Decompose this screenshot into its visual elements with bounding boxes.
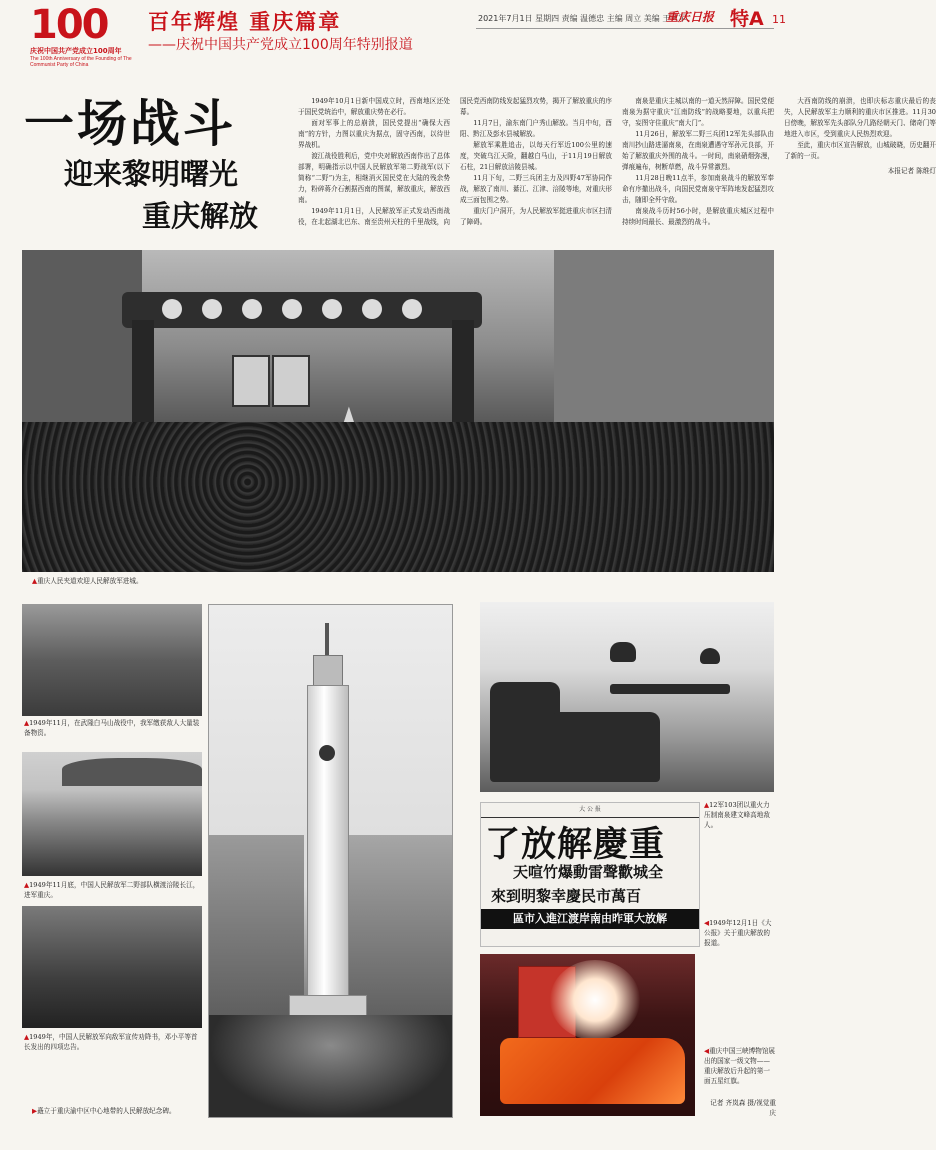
special-report-subtitle: ——庆祝中国共产党成立100周年特别报道	[148, 37, 413, 53]
photo-arch-disc	[282, 299, 302, 319]
photo-arch-disc	[362, 299, 382, 319]
monument-top	[313, 655, 343, 689]
issue-meta: 2021年7月1日 星期四 责编 温德忠 主编 周立 美编 王艺军	[478, 14, 687, 23]
logo-cn-text: 庆祝中国共产党成立100周年	[30, 47, 122, 55]
photo-crowd-masses	[22, 422, 774, 572]
photo-arch-disc	[402, 299, 422, 319]
machine-gun-photo-caption: ▲12军103团以重火力压制南泉建文峰高地敌人。	[704, 801, 770, 829]
article-paragraph: 至此，重庆市区宣告解放，山城破晓，历史翻开了新的一页。	[784, 141, 936, 160]
photo-soldier-far	[700, 648, 720, 664]
photo-soldier	[550, 712, 660, 782]
crowd-photo-caption: ▲重庆人民夹道欢迎人民解放军进城。	[32, 577, 143, 585]
caption-triangle-icon: ▲	[24, 1033, 30, 1041]
caption-triangle-icon: ▲	[704, 801, 710, 809]
article-paragraph: 11月下旬，二野三兵团主力及四野47军协同作战，解放了南川、綦江、江津、涪陵等地，对重庆形成三面包围之势。	[460, 174, 612, 204]
river-photo-caption: ▲1949年11月底，中国人民解放军二野部队横渡涪陵长江，进军重庆。	[24, 881, 200, 899]
photo-arch-disc	[202, 299, 222, 319]
page-number: 11	[772, 13, 786, 26]
article-paragraph: 1949年10月1日新中国成立时，西南地区还处于国民党统治中，解放重庆势在必行。	[298, 97, 450, 116]
masthead-logo: 重庆日报	[666, 10, 715, 24]
article-paragraph: 大西南防线的崩溃，也即庆标志重庆最后的丧失，人民解放军主力顺利的重庆市区推进。11月30日傍晚，解放军先头部队分几路经朝天门、储奇门等地进入市区，受到重庆人民热烈欢迎。	[784, 97, 936, 138]
article-paragraph: 11月7日，渝东南门户秀山解放。当月中旬，酉阳、黔江及彭水县城解放。	[460, 119, 612, 138]
caption-triangle-icon: ◀	[704, 1047, 710, 1055]
monument-photo-caption: ▶矗立于重庆渝中区中心地带的人民解放纪念碑。	[32, 1107, 176, 1115]
page-header	[0, 0, 800, 68]
soldiers-photo	[22, 906, 202, 1028]
river-crossing-photo	[22, 752, 202, 876]
newspaper-photo-caption: ◀1949年12月1日《大公报》关于重庆解放的报道。	[704, 919, 772, 947]
article-body	[298, 96, 936, 244]
photo-light-glare	[550, 960, 640, 1040]
section-tag: 特A	[730, 8, 764, 30]
newspaper-line-2: 來到明黎幸慶民市萬百	[491, 887, 642, 905]
crowd-welcome-photo	[22, 250, 774, 572]
mountain-battle-photo	[22, 604, 202, 716]
photo-building-right	[554, 250, 774, 440]
photo-arch-disc	[322, 299, 342, 319]
photo-arch-disc	[242, 299, 262, 319]
liberation-monument-photo	[208, 604, 453, 1118]
main-headline: 一场战斗	[24, 95, 236, 153]
red-flag-photo	[480, 954, 695, 1116]
article-paragraph: 渡江战役胜利后，党中央对解放西南作出了总体部署，明确指示以中国人民解放军第二野战军(以下简称“二野”)为主，相继消灭国民党在大陆的残余势力，粉碎蒋介石割据西南的图谋，解放重庆，解放西南。	[298, 152, 450, 204]
photo-arch-disc	[162, 299, 182, 319]
newspaper-line-1: 天喧竹爆動雷聲歡城全	[513, 863, 664, 881]
special-report-title: 百年辉煌 重庆篇章	[148, 10, 342, 34]
article-paragraph: 南泉是重庆主城以南的一道天然屏障。国民党便南泉为据守重庆“江南防线”的战略要地，以重兵把守，妄图守住重庆“南大门”。	[622, 97, 774, 127]
flag-photo-credit: 记者 齐岚森 摄/视觉重庆	[710, 1099, 776, 1117]
subheadline-2: 重庆解放	[142, 199, 259, 233]
logo-en-text: The 100th Anniversary of the Founding of The Communist Party of China	[30, 56, 132, 68]
caption-triangle-icon: ▶	[32, 1107, 38, 1115]
caption-triangle-icon: ▲	[24, 719, 30, 727]
logo-number: 100	[30, 2, 108, 48]
caption-triangle-icon: ▲	[24, 881, 30, 889]
monument-body	[307, 685, 349, 1017]
newspaper-masthead: 大 公 报	[481, 803, 699, 818]
flag-photo-caption: ◀重庆中国三峡博物馆展出的国家一级文物——重庆解放后升起的第一面五星红旗。	[704, 1047, 776, 1085]
photo-gun-barrel	[610, 684, 730, 694]
caption-triangle-icon: ▲	[32, 577, 38, 585]
subheadline-1: 迎来黎明曙光	[64, 157, 239, 191]
dagongbao-clipping	[480, 802, 700, 947]
photo-plaza	[209, 1015, 452, 1117]
photo-city-left	[209, 835, 304, 1015]
photo-soldier-far	[610, 642, 636, 662]
article-paragraph: 11月28日晚11点半，参加南泉战斗的解放军奉命有序撤出战斗，向国民党南泉守军阵地发起猛烈攻击，随即全歼守敌。	[622, 174, 774, 204]
photo-portrait	[272, 355, 310, 407]
newspaper-big-headline: 了放解慶重	[485, 825, 666, 865]
article-byline: 本报记者 陈维灯	[887, 167, 936, 175]
article-paragraph: 重庆门户洞开，为人民解放军挺进重庆市区扫清了障碍。	[460, 207, 612, 226]
flag-icon	[500, 1038, 685, 1104]
photo-portrait	[232, 355, 270, 407]
article-paragraph: 面对军事上的总崩溃，国民党提出“确保大西南”的方针，力图以重庆为据点，固守西南，以待世界战机。	[298, 119, 450, 149]
machine-gun-photo	[480, 602, 774, 792]
soldiers-photo-caption: ▲1949年，中国人民解放军向敌军宣传劝降书，邓小平等首长发出的四项忠告。	[24, 1033, 198, 1051]
clock-icon	[319, 745, 335, 761]
mountain-photo-caption: ▲1949年11月，在武隆白马山战役中，我军缴获敌人大量装备物资。	[24, 719, 200, 737]
caption-triangle-icon: ◀	[704, 919, 710, 927]
centenary-logo	[30, 4, 138, 68]
article-paragraph: 1949年11月1日，人民解放军正式发动西南战役，在北起湖北巴东、南至贵州天柱的千里战线，向国民党西南防线发起猛烈攻势，揭开了解放重庆的序幕。	[298, 97, 612, 226]
article-paragraph: 解放军乘胜追击，以每天行军近100公里的速度，突破乌江天险，翻越白马山，于11月19日解放石柱，21日解放涪陵县城。	[460, 141, 612, 171]
photo-city-right	[349, 835, 452, 1015]
photo-hill	[62, 758, 202, 786]
article-paragraph: 南泉战斗历时56小时，是解放重庆城区过程中持续时间最长、最激烈的战斗。	[622, 207, 774, 226]
article-paragraph: 11月26日，解放军二野三兵团12军先头部队由南川抄山路进逼南泉，在南泉遭遇守军孙元良部，开始了解放重庆外围的战斗。一时间，南泉硝烟弥漫，弹痕遍布，树断草燃，战斗异常激烈。	[622, 130, 774, 171]
photo-building-left	[22, 250, 142, 450]
monument-spire	[325, 623, 329, 657]
newspaper-line-3: 區市入進江渡岸南由昨軍大放解	[481, 909, 699, 929]
